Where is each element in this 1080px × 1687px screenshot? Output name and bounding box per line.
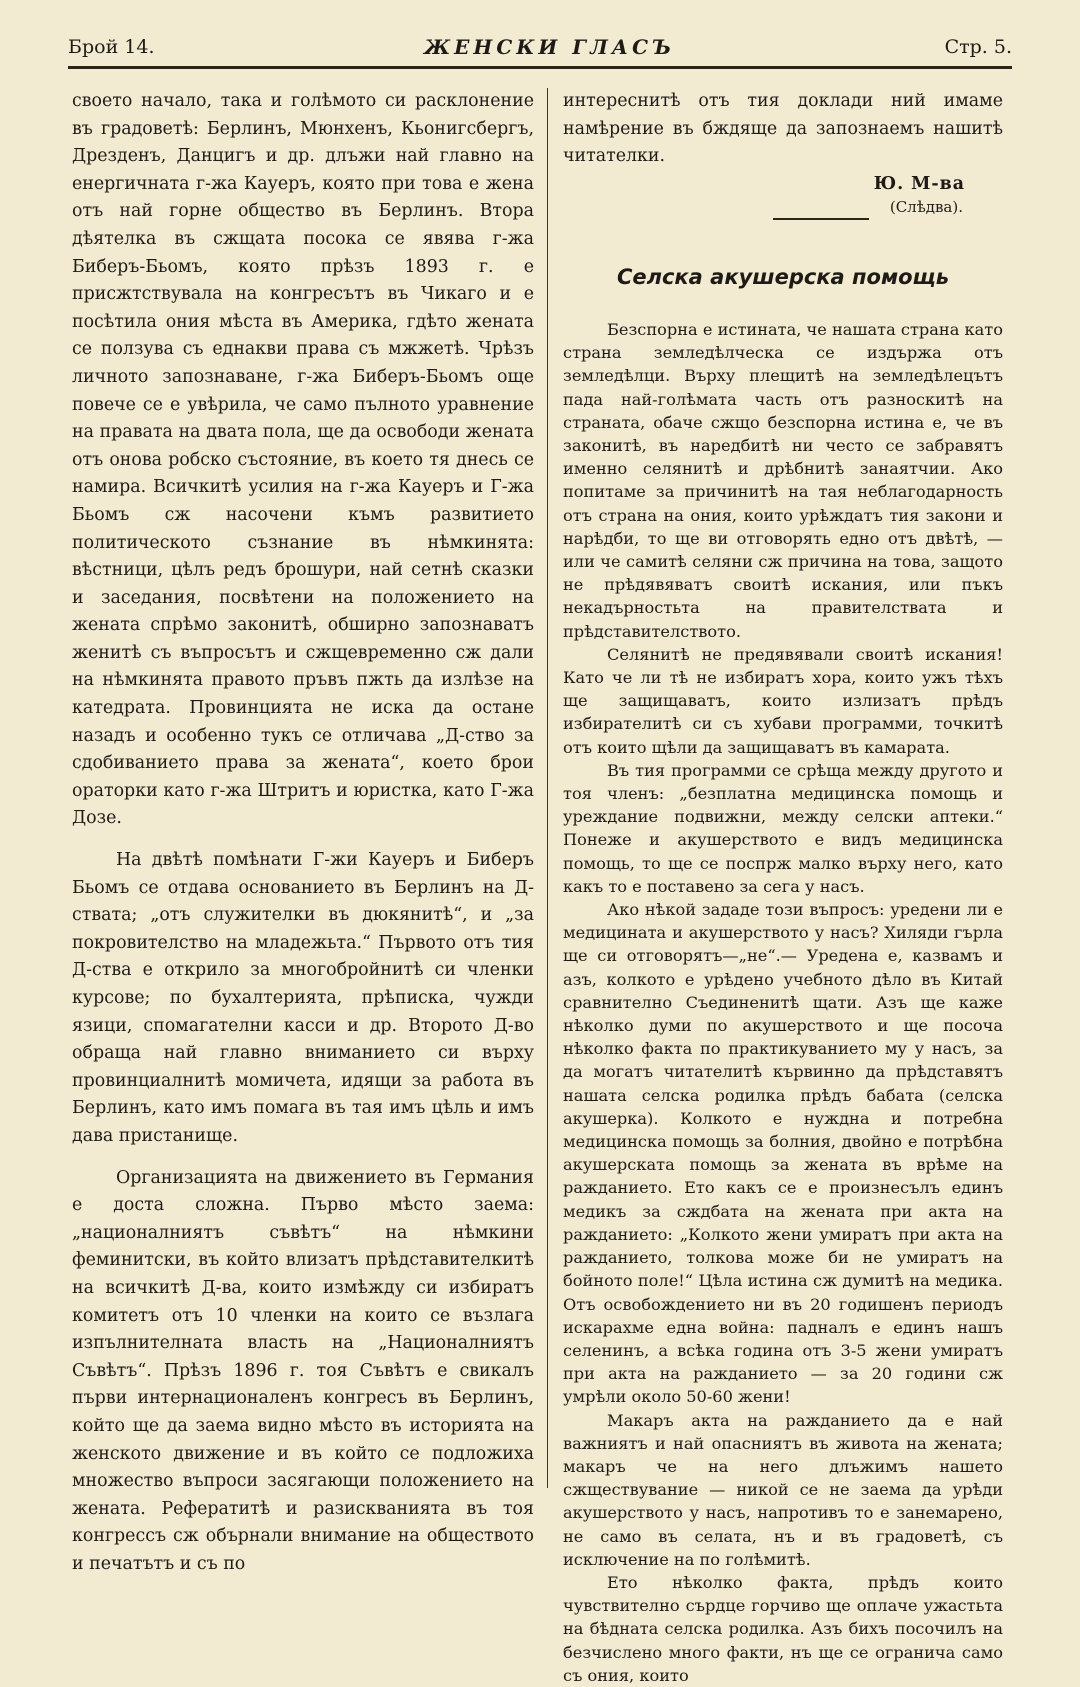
page-number: Стр. 5. [944, 36, 1012, 58]
signature-line [563, 171, 1003, 199]
paragraph: Селянитѣ не предявявали своитѣ искания! Като че ли тѣ не избиратъ хора, които ужъ тѣхъ ще защищаватъ, които излизатъ прѣдъ избирателитѣ си съ хубави программи, точкитѣ отъ които щѣли да защищаватъ въ камарата. [563, 644, 1003, 757]
column-divider [547, 88, 548, 1488]
continued-note: (Слѣдва). [889, 198, 963, 217]
page-header [68, 30, 1012, 64]
intro-text: интереснитѣ отъ тия доклади ний имаме намѣрение въ бждяще да запознаемъ нашитѣ читателки. [563, 91, 1003, 167]
paragraph: Макаръ акта на ражданието да е най важниятъ и най опасниятъ въ живота на жената; макаръ че на него длъжимъ нашето сжществувание — никой се не заема да урѣди акушерството у насъ, напротивъ то е занемарено, не само въ селата, нъ и въ градоветѣ, съ исключение на по голѣмитѣ. [563, 1410, 1003, 1569]
section-separator [773, 218, 869, 220]
paragraph: Въ тия программи се срѣща между другото и тоя членъ: „безплатна медицинска помощь и уреждание подвижни, между селски аптеки.“ Понеже и акушерството е видъ медицинска помощь, то ще се поспрж малко върху него, като какъ то е поставено за сега у насъ. [563, 760, 1003, 896]
paragraph: Ако нѣкой зададе този въпросъ: уредени ли е медицината и акушерството у насъ? Хиляди гърла ще си отговорятъ—„не“.— Уредена е, казвамъ и азъ, колкото е урѣдено учебното дѣло въ Китай сравнително Съединенитѣ щати. Азъ ще каже нѣколко думи по акушерството и ще посоча нѣколко факта по практикуванието му у насъ, за да могатъ читателитѣ кървинно да прѣдставятъ нашата селска родилка прѣдъ бабата (селска акушерка). Колкото е нуждна и потребна медицинска помощь за болния, двойно е потрѣбна акушерската помощь за жената въ врѣме на ражданието. Ето какъ се е произнесълъ единъ медикъ за сждбата на жената при акта на ражданието: „Колкото жени умиратъ при акта на ражданието, толкова може би не умиратъ на бойното поле!“ Цѣла истина сж думитѣ на медика. Отъ освобождението ни въ 20 годишенъ периодъ искарахме една война: падналъ е единъ нашъ селенинъ, а всѣка година отъ 3-5 жени умиратъ при акта на ражданието — за 20 години сж умрѣли около 50-60 жени! [563, 900, 1003, 1407]
paragraph: Ето нѣколко факта, прѣдъ които чувствително сърдце горчиво ще оплаче ужастьта на бѣдната селска родилка. Азъ бихъ посочилъ на безчислено много факти, нъ ще се ограничa само съ ония, които [563, 1572, 1003, 1685]
issue-number: Брой 14. [68, 36, 155, 58]
newspaper-title: ЖЕНСКИ ГЛАСЪ [423, 35, 676, 59]
article-body [563, 318, 1003, 1687]
article-title: Селска акушерска помощь [616, 265, 950, 290]
paragraph: Организацията на движението въ Германия е доста сложна. Първо мѣсто заема: „националниятъ съвѣтъ“ на нѣмкини феминитски, въ който влизатъ прѣдставителкитѣ на всичкитѣ Д-ва, които измѣжду си избиратъ комитетъ отъ 10 членки на които се възлага изпълнителната власть на „Националниятъ Съвѣтъ“. Прѣзъ 1896 г. тоя Съвѣтъ е свикалъ първи интернационаленъ конгресъ въ Берлинъ, който ще да заема видно мѣсто въ историята на женското движение и въ който се подложиха множество въпроси засягающи положението на жената. Рефератитѣ и разискванията въ тоя конгрессъ сж обърнали внимание на обществото и печатътъ и съ по [72, 1167, 534, 1574]
author-signature: Ю. М-ва [873, 173, 965, 194]
header-rule [68, 66, 1012, 69]
left-column [72, 88, 534, 1578]
right-column [563, 88, 1003, 1687]
paragraph: На двѣтѣ помѣнати Г-жи Кауеръ и Биберъ Бьомъ се отдава основанието въ Берлинъ на Д-ствата; „отъ служителки въ дюкянитѣ“, и „за покровителство на младежьта.“ Първото отъ тия Д-ства е открило за многобройнитѣ си членки курсове; по бухалтерията, прѣписка, чужди язици, спомагателни касси и др. Второто Д-во обраща най главно вниманието си върху провинциалнитѣ момичета, идящи за работа въ Берлинъ, като имъ помага въ тая имъ цѣль и имъ дава пристанище. [72, 850, 534, 1146]
paragraph: своето начало, така и голѣмото си расклонение въ градоветѣ: Берлинъ, Мюнхенъ, Кьонигсбергъ, Дрезденъ, Данцигъ и др. длъжи най главно на енергичната г-жа Кауеръ, която при това е жена отъ най горне общество въ Берлинъ. Втора дѣятелка въ сжщата посока се явява г-жа Биберъ-Бьомъ, която прѣзъ 1893 г. е присжтствувала на конгресътъ въ Чикаго и е посѣтила ония мѣста въ Америка, гдѣто жената се ползува съ еднакви права съ мжжетѣ. Чрѣзъ личното запознаване, г-жа Биберъ-Бьомъ още повече се е увѣрила, че само пълното уравнение на правата на двата пола, ще да освободи жената отъ онова робско състояние, въ което тя днесь се намира. Всичкитѣ усилия на г-жа Кауеръ и Г-жа Бьомъ сж насочени къмъ развитието политическото съзнание въ нѣмкинята: вѣстници, цѣлъ редъ брошури, най сетнѣ сказки и заседания, посвѣтени на положението на жената спрѣмо законитѣ, обширно запознаватъ женитѣ съ въпросътъ и сжщевременно сж дали на нѣмкинята правото пръвъ пжть да излѣзе на катедрата. Провинцията не иска да остане назадъ и особенно тукъ се отличава „Д-ство за сдобиванието права за жената“, което брои ораторки като г-жа Штритъ и юристка, като Г-жа Дозе. [72, 91, 534, 829]
paragraph: Безспорна е истината, че нашата страна като страна земледѣлческа се издържа отъ земледѣлци. Върху плещитѣ на земледѣлецътъ пада най-голѣмата часть отъ разноскитѣ на страната, обаче сжщо безспорна истина е, че въ законитѣ, въ наредбитѣ ни често се забравятъ именно селянитѣ и дрѣбнитѣ занаятчии. Ако попитаме за причинитѣ на тая неблагодарность отъ страна на ония, които урѣждатъ тия закони и нарѣдби, то ще ви отговорять едно отъ двѣтѣ, — или че самитѣ селяни сж причина на това, защото не прѣдявяватъ своитѣ искания, или пъкъ некадърностьта на правителствата и прѣдставителството. [563, 319, 1003, 641]
paragraph [563, 88, 1003, 171]
